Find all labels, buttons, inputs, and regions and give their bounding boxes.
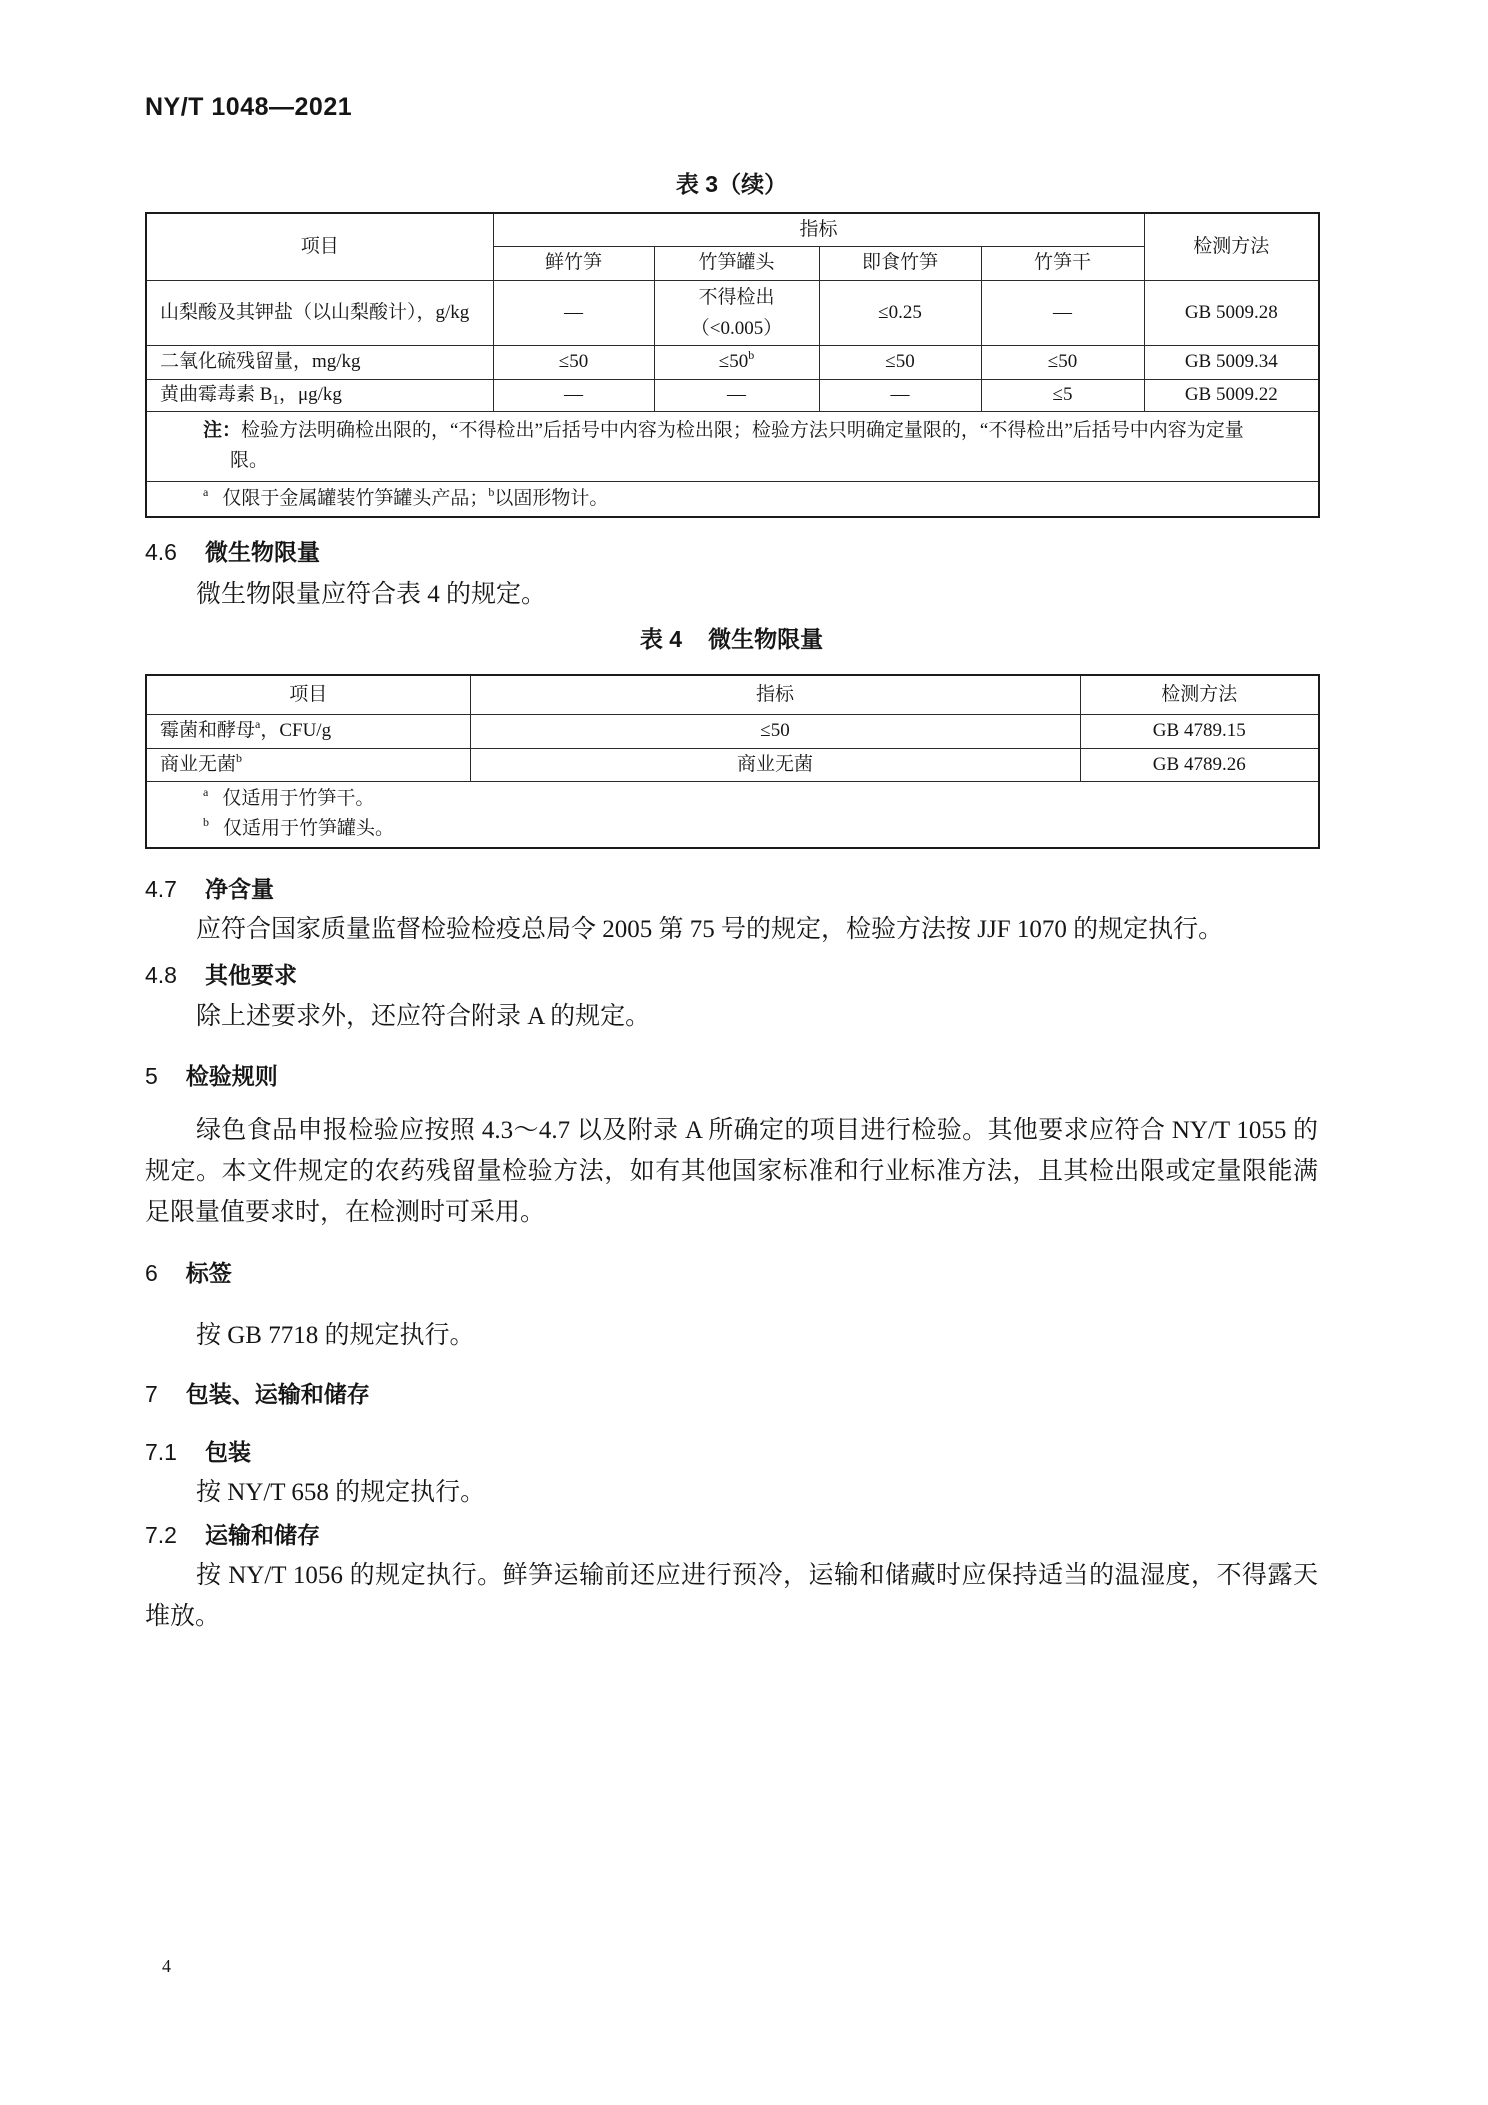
- table-footnote: $^a$ 仅限于金属罐装竹笋罐头产品；$^b$以固形物计。: [146, 481, 1319, 517]
- table-header-row: [146, 675, 1319, 714]
- cell-method: GB 4789.15: [1080, 714, 1319, 748]
- footnote-text: 仅限于金属罐装竹笋罐头产品；: [222, 487, 489, 509]
- cell-indicator: ≤50: [470, 714, 1080, 748]
- subscript: 1: [272, 392, 279, 407]
- header-instant: 即食竹笋: [819, 246, 981, 280]
- cell-dried: ≤5: [981, 379, 1144, 411]
- footnote-text: 仅适用于竹笋罐头。: [223, 818, 395, 840]
- section-text-7-2: 按 NY/T 1056 的规定执行。鲜笋运输前还应进行预冷，运输和储藏时应保持适当的温湿度，不得露天堆放。: [145, 1562, 1318, 1630]
- caption-title: 微生物限量: [708, 626, 824, 652]
- section-heading-5: [145, 1056, 278, 1096]
- header-indicator: 指标: [470, 675, 1080, 714]
- standard-code: NY/T 1048—2021: [145, 93, 353, 121]
- section-heading-7: [145, 1374, 370, 1414]
- section-number: 6: [145, 1260, 158, 1286]
- cell-canned: [654, 345, 819, 379]
- cell-instant: ≤50: [819, 345, 981, 379]
- item-unit: ，μg/kg: [278, 384, 342, 405]
- section-number: 4.8: [145, 962, 177, 988]
- table-4: [145, 674, 1320, 849]
- table-note-row: [146, 411, 1319, 481]
- section-number: 4.6: [145, 539, 177, 565]
- section-title: 包装: [204, 1439, 251, 1465]
- section-number: 4.7: [145, 876, 177, 902]
- section-title: 其他要求: [204, 962, 297, 988]
- header-dried: 竹笋干: [981, 246, 1144, 280]
- cell-line: （<0.005）: [690, 317, 783, 339]
- header-item: 项目: [146, 213, 493, 280]
- item-unit: ，CFU/g: [260, 720, 332, 741]
- section-text-5: 绿色食品申报检验应按照 4.3～4.7 以及附录 A 所确定的项目进行检验。其他要求应符合 NY/T 1055 的规定。本文件规定的农药残留量检验方法，如有其他国家标准和行业标准方法，且其检出限或定量限能满足限量值要求时，在检测时可采用。: [145, 1117, 1318, 1226]
- table-4-caption: [145, 622, 1318, 656]
- header-fresh: 鲜竹笋: [493, 246, 654, 280]
- table-note: [146, 411, 1319, 481]
- table-row: [146, 714, 1319, 748]
- table-3-caption: 表 3（续）: [675, 171, 788, 197]
- section-heading-6: [145, 1253, 232, 1293]
- section-title: 微生物限量: [204, 539, 320, 565]
- footnote-line: $^a$ 仅适用于竹笋干。: [203, 785, 375, 810]
- note-label: 注：: [203, 420, 242, 441]
- cell-indicator: 商业无菌: [470, 748, 1080, 781]
- item-label: 霉菌和酵母: [160, 720, 256, 741]
- cell-fresh: —: [493, 379, 654, 411]
- section-heading-4-8: [145, 955, 297, 995]
- section-title: 标签: [185, 1260, 232, 1286]
- item-label: 商业无菌: [160, 753, 237, 775]
- header-method: 检测方法: [1144, 213, 1319, 280]
- table-row: [146, 280, 1319, 345]
- cell-canned: —: [654, 379, 819, 411]
- cell-method: GB 5009.22: [1144, 379, 1319, 411]
- cell-canned: [654, 280, 819, 345]
- cell-method: GB 4789.26: [1080, 748, 1319, 781]
- section-heading-4-6: [145, 532, 320, 572]
- cell-fresh: ≤50: [493, 345, 654, 379]
- header-indicator: 指标: [493, 213, 1144, 246]
- row-item: 山梨酸及其钾盐（以山梨酸计），g/kg: [146, 280, 493, 345]
- row-item: 二氧化硫残留量，mg/kg: [146, 345, 493, 379]
- section-title: 包装、运输和储存: [185, 1381, 370, 1407]
- table-row: [146, 379, 1319, 411]
- section-text-4-6: 微生物限量应符合表 4 的规定。: [196, 581, 547, 608]
- section-text-7-1: 按 NY/T 658 的规定执行。: [196, 1479, 486, 1506]
- row-item: [146, 748, 470, 781]
- table-footnote-row: [146, 781, 1319, 848]
- section-heading-7-1: [145, 1432, 251, 1472]
- footnote-line: $^b$ 仅适用于竹笋罐头。: [203, 815, 395, 840]
- section-heading-4-7: [145, 869, 274, 909]
- section-number: 7: [145, 1381, 158, 1407]
- header-method: 检测方法: [1080, 675, 1319, 714]
- section-text-6: 按 GB 7718 的规定执行。: [196, 1322, 475, 1349]
- cell-value: ≤50: [718, 351, 749, 372]
- section-title: 检验规则: [185, 1063, 278, 1089]
- row-item: [146, 714, 470, 748]
- section-heading-7-2: [145, 1515, 320, 1555]
- section-number: 5: [145, 1063, 158, 1089]
- cell-line: 不得检出: [698, 286, 775, 308]
- cell-instant: —: [819, 379, 981, 411]
- table-footnote: [146, 781, 1319, 848]
- section-text-4-8: 除上述要求外，还应符合附录 A 的规定。: [196, 1003, 651, 1030]
- section-title: 净含量: [204, 876, 274, 902]
- section-number: 7.1: [145, 1439, 177, 1465]
- note-text: 检验方法明确检出限的，“不得检出”后括号中内容为检出限；检验方法只明确定量限的，“不得检出”后括号中内容为定量限。: [230, 420, 1244, 471]
- footnote-text: 以固形物计。: [494, 487, 609, 509]
- page-number: 4: [162, 1956, 171, 1976]
- item-label: 黄曲霉毒素 B: [160, 384, 273, 405]
- cell-dried: —: [981, 280, 1144, 345]
- cell-method: GB 5009.34: [1144, 345, 1319, 379]
- section-text-4-7: 应符合国家质量监督检验检疫总局令 2005 第 75 号的规定，检验方法按 JJF 1070 的规定执行。: [196, 916, 1224, 943]
- table-header-row: [146, 213, 1319, 246]
- section-title: 运输和储存: [204, 1522, 320, 1548]
- footnote-text: 仅适用于竹笋干。: [222, 788, 375, 810]
- footnote-ref: b: [236, 750, 243, 765]
- footnote-mark: b: [488, 484, 495, 499]
- footnote-ref: a: [255, 717, 261, 731]
- table-row: [146, 748, 1319, 781]
- cell-instant: ≤0.25: [819, 280, 981, 345]
- table-footnote-row: [146, 481, 1319, 517]
- caption-number: 表 4: [639, 626, 683, 652]
- cell-fresh: —: [493, 280, 654, 345]
- table-3: [145, 212, 1320, 518]
- header-item: 项目: [146, 675, 470, 714]
- table-row: [146, 345, 1319, 379]
- footnote-ref: b: [748, 348, 755, 362]
- section-number: 7.2: [145, 1522, 177, 1548]
- cell-method: GB 5009.28: [1144, 280, 1319, 345]
- header-canned: 竹笋罐头: [654, 246, 819, 280]
- cell-dried: ≤50: [981, 345, 1144, 379]
- row-item: [146, 379, 493, 411]
